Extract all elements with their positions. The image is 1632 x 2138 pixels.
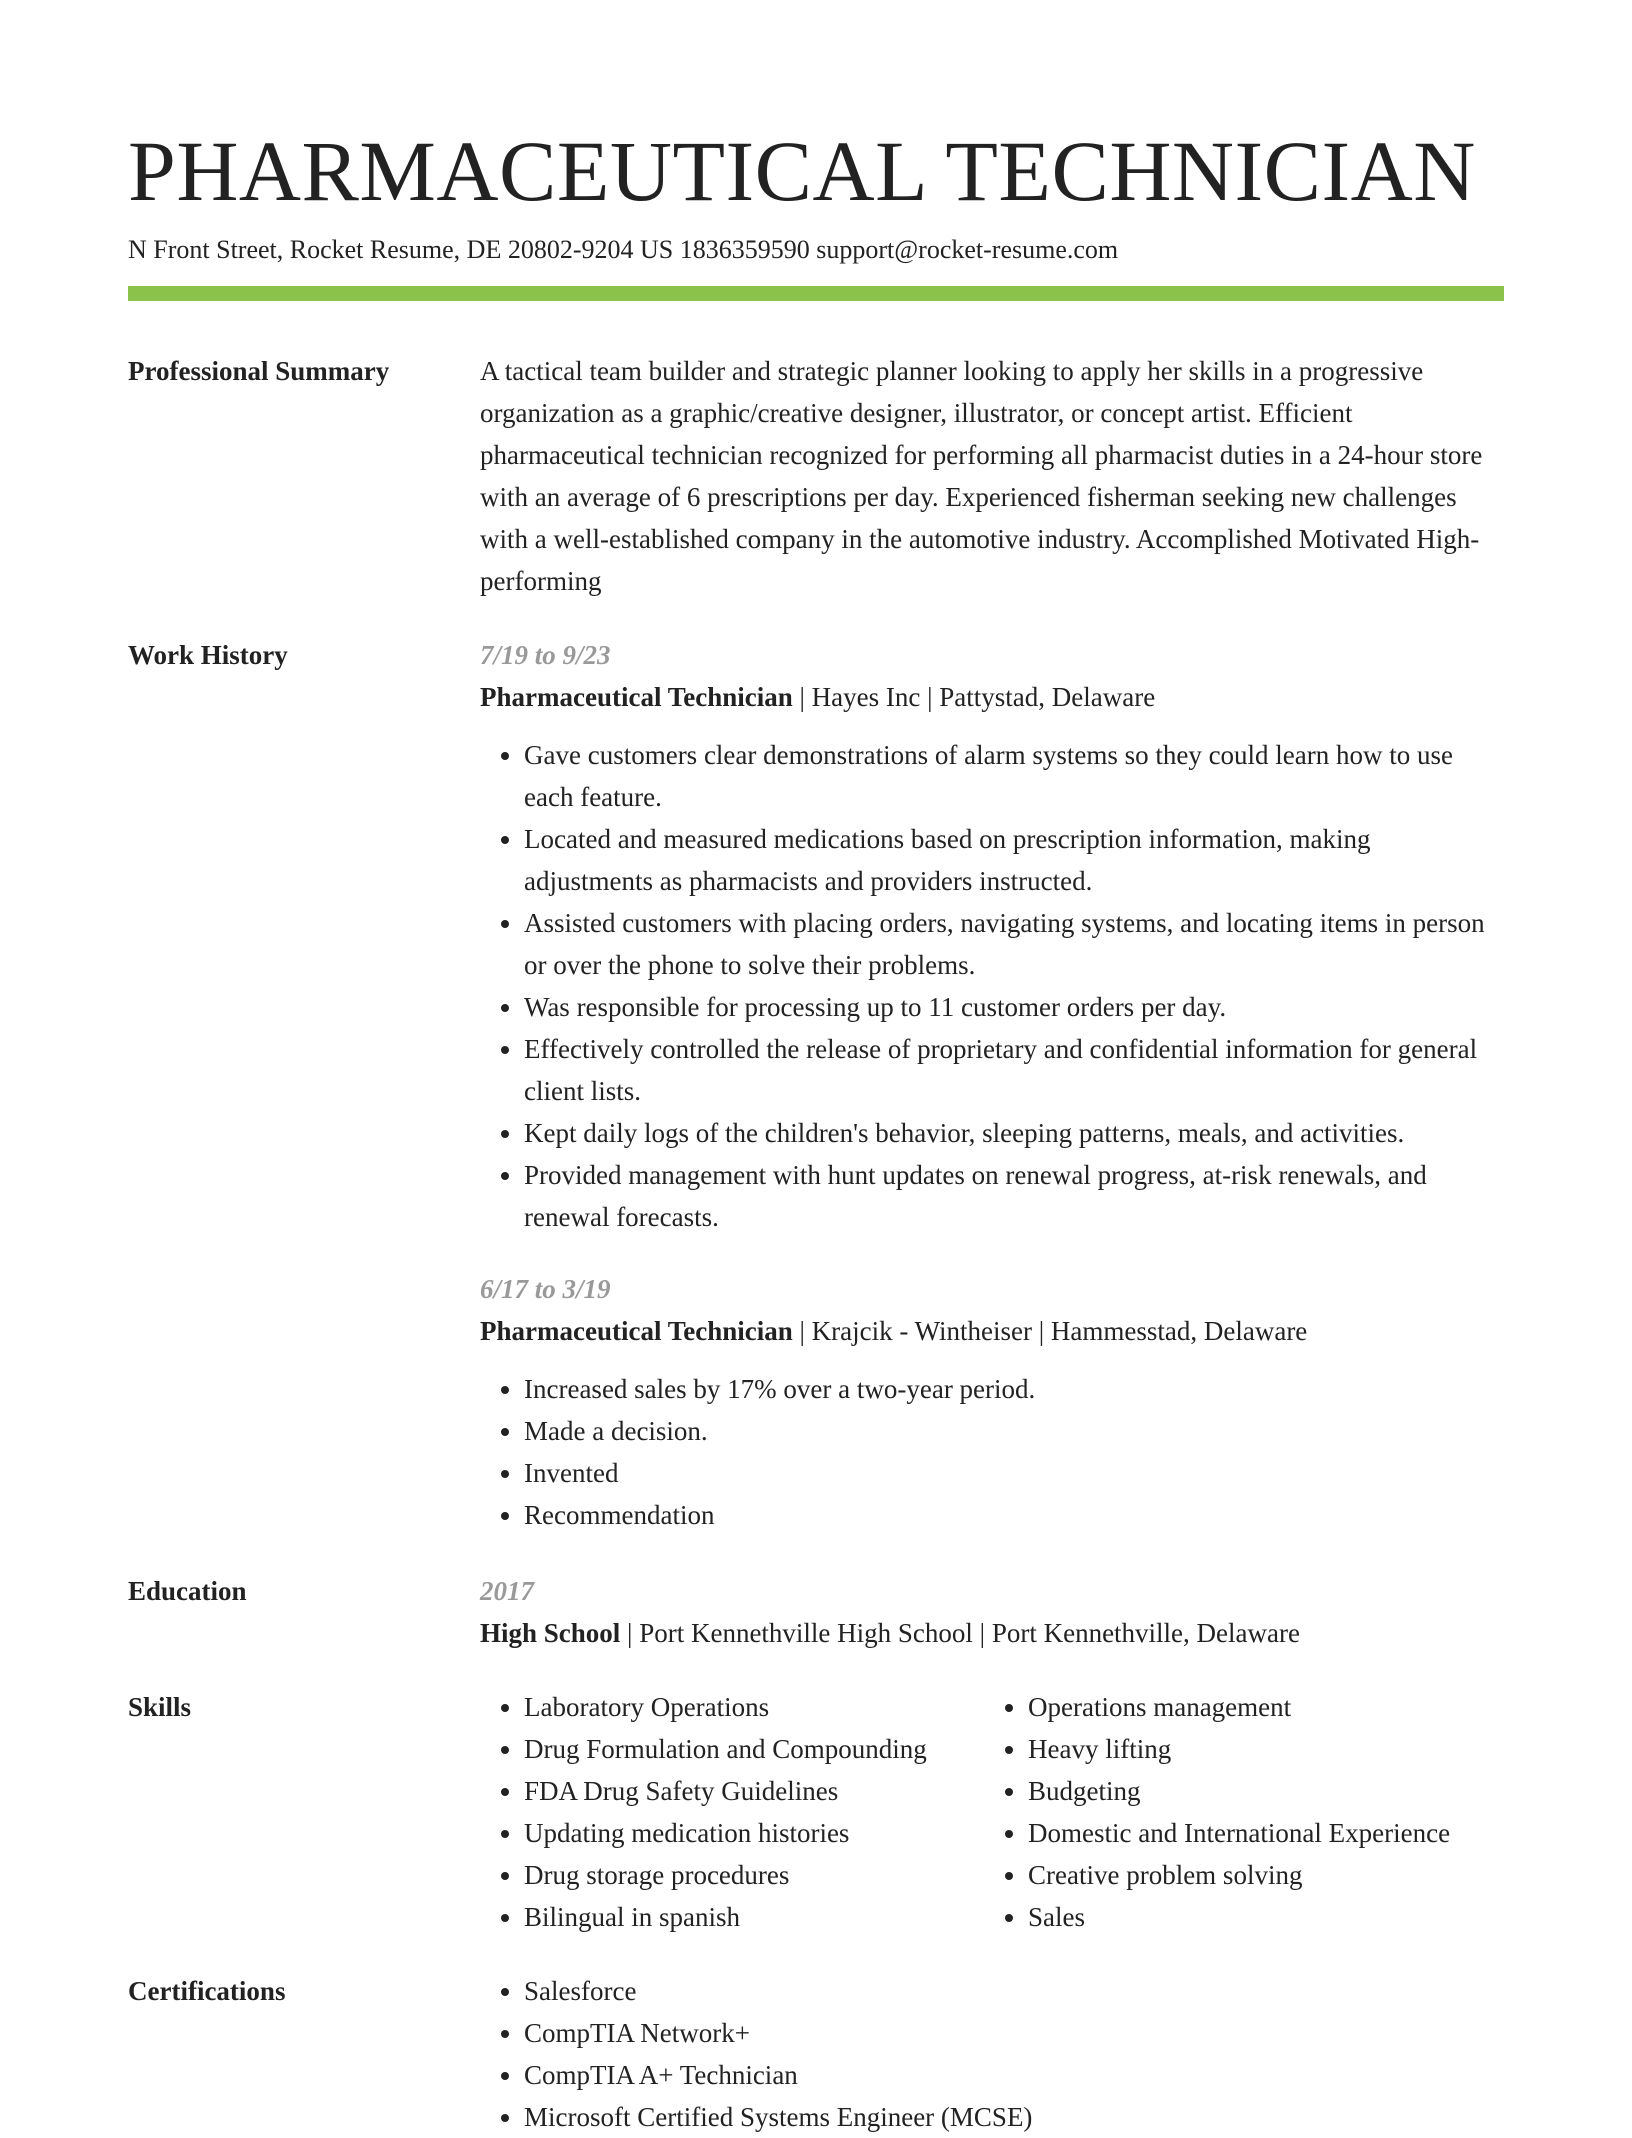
job-bullet-list (480, 734, 1504, 1238)
skills-list-left (480, 1686, 927, 1938)
skills-list-right (984, 1686, 1450, 1938)
job-details: | Krajcik - Wintheiser | Hammesstad, Delaware (792, 1316, 1308, 1346)
section-label-certifications: Certifications (128, 1976, 286, 2006)
resume-name: PHARMACEUTICAL TECHNICIAN (128, 123, 1476, 219)
job-bullet: • Recommendation (524, 1494, 1504, 1536)
certifications-list (480, 1970, 1504, 2138)
section-label-skills: Skills (128, 1692, 192, 1722)
section-label-work-history: Work History (128, 640, 288, 670)
job-bullet: • Increased sales by 17% over a two-year period. (524, 1368, 1504, 1410)
job-entry (480, 634, 1504, 1238)
skill-item: • Bilingual in spanish (524, 1896, 927, 1938)
job-bullet: • Assisted customers with placing orders, navigating systems, and locating items in person or over the phone to solve their problems. (524, 902, 1504, 986)
education-year: 2017 (480, 1576, 534, 1606)
section-label-summary: Professional Summary (128, 356, 390, 386)
section-label-education: Education (128, 1576, 247, 1606)
skill-item: • Creative problem solving (1028, 1854, 1450, 1896)
certification-item: • CompTIA A+ Technician (524, 2054, 1504, 2096)
skill-item: • Heavy lifting (1028, 1728, 1450, 1770)
skill-item: • Drug Formulation and Compounding (524, 1728, 927, 1770)
education-heading (480, 1612, 1504, 1654)
job-heading (480, 1310, 1504, 1352)
contact-info: N Front Street, Rocket Resume, DE 20802-9204 US 1836359590 support@rocket-resume.com (128, 235, 1119, 264)
job-bullet: • Kept daily logs of the children's behavior, sleeping patterns, meals, and activities. (524, 1112, 1504, 1154)
job-bullet: • Effectively controlled the release of proprietary and confidential information for general client lists. (524, 1028, 1504, 1112)
job-title: Pharmaceutical Technician (480, 682, 793, 712)
job-dates: 6/17 to 3/19 (480, 1274, 611, 1304)
education-degree: High School (480, 1618, 621, 1648)
job-dates: 7/19 to 9/23 (480, 640, 611, 670)
job-bullet: • Was responsible for processing up to 11 customer orders per day. (524, 986, 1504, 1028)
skill-item: • Domestic and International Experience (1028, 1812, 1450, 1854)
skill-item: • Budgeting (1028, 1770, 1450, 1812)
skill-item: • Updating medication histories (524, 1812, 927, 1854)
job-bullet: • Made a decision. (524, 1410, 1504, 1452)
job-bullet: • Located and measured medications based on prescription information, making adjustments as pharmacists and providers instructed. (524, 818, 1504, 902)
certification-item: • Microsoft Certified Systems Engineer (MCSE) (524, 2096, 1504, 2138)
skill-item: • FDA Drug Safety Guidelines (524, 1770, 927, 1812)
job-details: | Hayes Inc | Pattystad, Delaware (792, 682, 1156, 712)
skill-item: • Laboratory Operations (524, 1686, 927, 1728)
job-title: Pharmaceutical Technician (480, 1316, 793, 1346)
certification-item: • CompTIA Network+ (524, 2012, 1504, 2054)
summary-text: A tactical team builder and strategic planner looking to apply her skills in a progressive organization as a graphic/creative designer, illustrator, or concept artist. Efficient pharmaceutical technician recognized for performing all pharmacist duties in a 24-hour store with an average of 6 prescriptions per day. Experienced fisherman seeking new challenges with a well-established company in the automotive industry. Accomplished Motivated High-performing (480, 356, 1483, 596)
certification-item: • Salesforce (524, 1970, 1504, 2012)
skill-item: • Drug storage procedures (524, 1854, 927, 1896)
skill-item: • Sales (1028, 1896, 1450, 1938)
job-bullet: • Provided management with hunt updates on renewal progress, at-risk renewals, and renewal forecasts. (524, 1154, 1504, 1238)
job-bullet: • Invented (524, 1452, 1504, 1494)
education-details: | Port Kennethville High School | Port Kennethville, Delaware (620, 1618, 1300, 1648)
skill-item: • Operations management (1028, 1686, 1450, 1728)
header-divider (128, 286, 1504, 301)
job-bullet: • Gave customers clear demonstrations of alarm systems so they could learn how to use each feature. (524, 734, 1504, 818)
job-heading (480, 676, 1504, 718)
job-bullet-list (480, 1368, 1504, 1536)
job-entry (480, 1268, 1504, 1536)
